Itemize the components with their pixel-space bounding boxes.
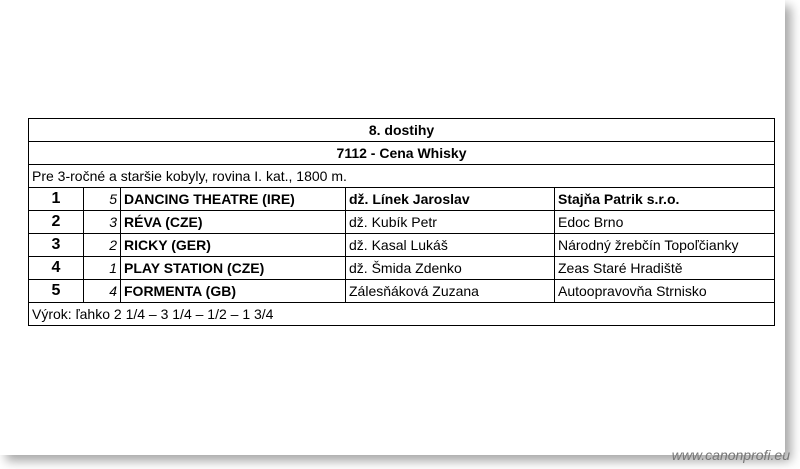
race-conditions: Pre 3-ročné a staršie kobyly, rovina I. kat., 1800 m. [29,165,775,188]
start-number: 2 [84,234,121,257]
race-verdict: Výrok: ľahko 2 1/4 – 3 1/4 – 1/2 – 1 3/4 [29,303,775,326]
start-number: 3 [84,211,121,234]
finish-position: 2 [29,211,84,234]
owner-name: Stajňa Patrik s.r.o. [555,188,775,211]
table-row [29,257,775,280]
horse-name: RICKY (GER) [121,234,346,257]
table-subtitle-row [29,142,775,165]
table-row [29,188,775,211]
horse-name: PLAY STATION (CZE) [121,257,346,280]
race-results-table [28,118,775,326]
jockey-name: Zálesňáková Zuzana [346,280,555,303]
watermark: www.canonprofi.eu [671,447,790,463]
jockey-name: dž. Šmida Zdenko [346,257,555,280]
start-number: 1 [84,257,121,280]
finish-position: 4 [29,257,84,280]
race-name: 7112 - Cena Whisky [29,142,775,165]
table-row [29,234,775,257]
table-verdict-row [29,303,775,326]
owner-name: Národný žrebčín Topoľčianky [555,234,775,257]
horse-name: RÉVA (CZE) [121,211,346,234]
jockey-name: dž. Kasal Lukáš [346,234,555,257]
table-row [29,211,775,234]
start-number: 4 [84,280,121,303]
jockey-name: dž. Línek Jaroslav [346,188,555,211]
finish-position: 5 [29,280,84,303]
start-number: 5 [84,188,121,211]
owner-name: Zeas Staré Hradiště [555,257,775,280]
horse-name: DANCING THEATRE (IRE) [121,188,346,211]
table-title-row [29,119,775,142]
table-conditions-row [29,165,775,188]
jockey-name: dž. Kubík Petr [346,211,555,234]
race-title: 8. dostihy [29,119,775,142]
finish-position: 1 [29,188,84,211]
finish-position: 3 [29,234,84,257]
owner-name: Autoopravovňa Strnisko [555,280,775,303]
table-row [29,280,775,303]
horse-name: FORMENTA (GB) [121,280,346,303]
owner-name: Edoc Brno [555,211,775,234]
